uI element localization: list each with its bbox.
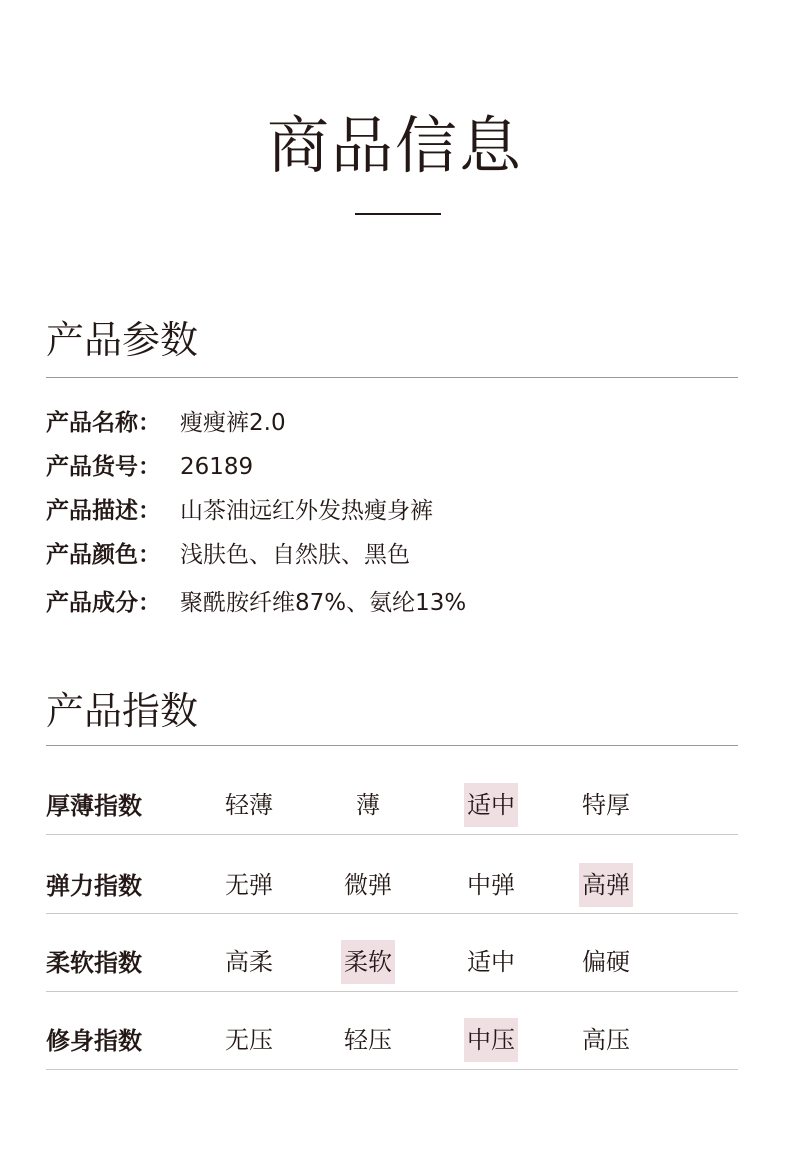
row-divider — [46, 913, 738, 914]
index-option: 高柔 — [225, 948, 273, 976]
params-section-divider — [46, 377, 738, 378]
param-value: 浅肤色、自然肤、黑色 — [180, 542, 410, 568]
index-row-label: 修身指数 — [46, 1027, 142, 1055]
row-divider — [46, 834, 738, 835]
index-option: 轻薄 — [225, 791, 273, 819]
param-label: 产品描述： — [46, 498, 161, 524]
param-value: 瘦瘦裤2.0 — [180, 410, 286, 436]
param-value: 26189 — [180, 454, 254, 480]
index-section-divider — [46, 745, 738, 746]
row-divider — [46, 991, 738, 992]
index-option-selected: 柔软 — [341, 940, 395, 984]
index-section-title: 产品指数 — [46, 689, 199, 733]
index-option-selected: 中压 — [464, 1018, 518, 1062]
index-option: 适中 — [467, 948, 515, 976]
param-row-sku — [46, 451, 253, 483]
index-option: 无弹 — [225, 871, 273, 899]
page-title: 商品信息 — [266, 109, 523, 182]
title-underline — [355, 213, 441, 215]
row-divider — [46, 1069, 738, 1070]
index-option: 无压 — [225, 1026, 273, 1054]
index-row-elasticity — [46, 863, 738, 909]
param-label: 产品成分： — [46, 590, 161, 616]
index-option: 偏硬 — [582, 948, 630, 976]
index-row-softness — [46, 940, 738, 986]
index-row-shaping — [46, 1018, 738, 1064]
param-row-colors — [46, 539, 410, 571]
index-option: 薄 — [356, 791, 380, 819]
param-row-name — [46, 407, 286, 439]
param-row-composition — [46, 587, 466, 619]
index-row-label: 厚薄指数 — [46, 792, 142, 820]
param-row-description — [46, 495, 433, 527]
param-label: 产品颜色： — [46, 542, 161, 568]
param-value: 山茶油远红外发热瘦身裤 — [180, 498, 433, 524]
param-label: 产品名称： — [46, 410, 161, 436]
index-option-selected: 适中 — [464, 783, 518, 827]
params-section-title: 产品参数 — [46, 318, 199, 362]
index-row-label: 弹力指数 — [46, 872, 142, 900]
index-row-label: 柔软指数 — [46, 949, 142, 977]
index-option-selected: 高弹 — [579, 863, 633, 907]
index-option: 高压 — [582, 1026, 630, 1054]
index-option: 中弹 — [467, 871, 515, 899]
param-label: 产品货号： — [46, 454, 161, 480]
index-option: 微弹 — [344, 871, 392, 899]
index-row-thickness — [46, 783, 738, 829]
index-option: 轻压 — [344, 1026, 392, 1054]
index-option: 特厚 — [582, 791, 630, 819]
param-value: 聚酰胺纤维87%、氨纶13% — [180, 590, 467, 616]
